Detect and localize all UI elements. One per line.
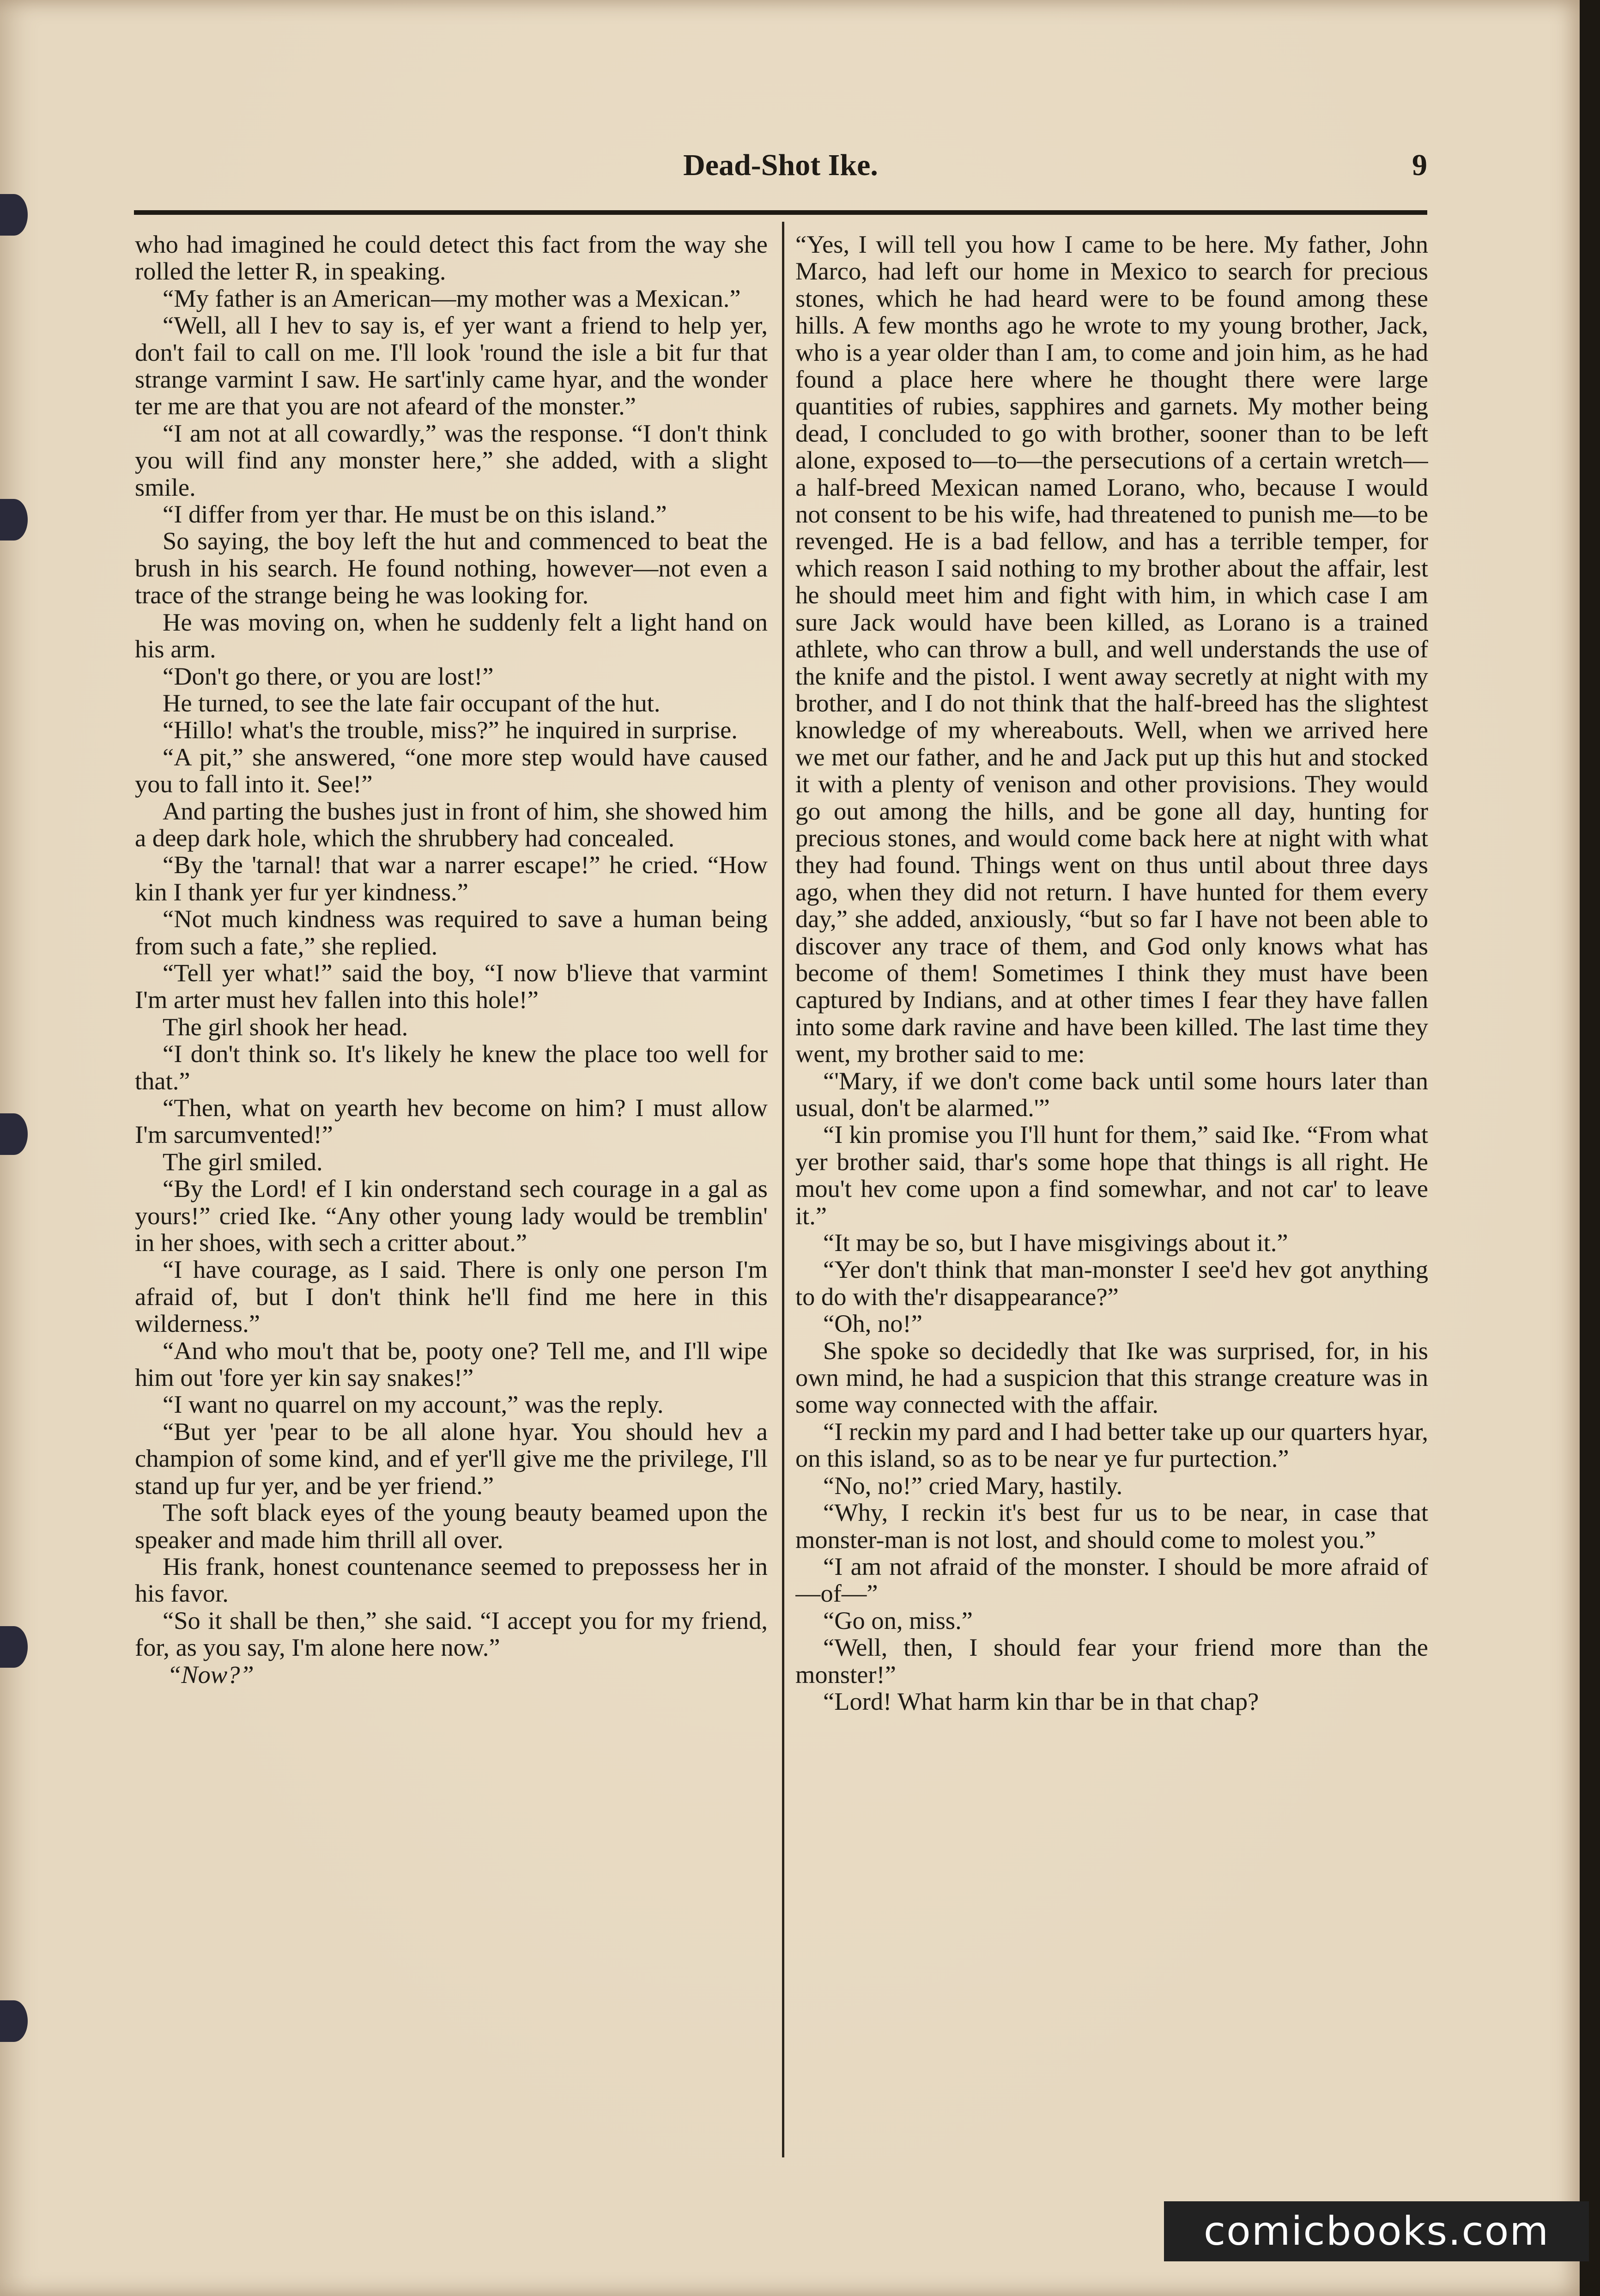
paragraph: “Go on, miss.” [823,1606,973,1634]
paragraph: “Hillo! what's the trouble, miss?” he inquired in surprise. [163,716,738,744]
paragraph: His frank, honest countenance seemed to prepossess her in his favor. [135,1552,768,1608]
binding-hole-mark [0,1626,28,1668]
paragraph: The soft black eyes of the young beauty beamed upon the speaker and made him thrill all over. [135,1498,768,1554]
paragraph: “Don't go there, or you are lost!” [163,662,494,690]
paragraph: “So it shall be then,” she said. “I accept you for my friend, for, as you say, I'm alone here now.” [135,1606,768,1662]
paragraph: “'Mary, if we don't come back until some hours later than usual, don't be alarmed.'” [795,1066,1428,1122]
paragraph: “By the Lord! ef I kin onderstand sech courage in a gal as yours!” cried Ike. “Any other young lady would be tremblin' in her shoes, with sech a critter about.” [135,1174,768,1257]
paragraph: “And who mou't that be, pooty one? Tell me, and I'll wipe him out 'fore yer kin say snakes!” [135,1336,768,1392]
paragraph: “I differ from yer thar. He must be on this island.” [163,500,667,528]
binding-hole-mark [0,194,28,236]
watermark: comicbooks.com [1164,2201,1589,2261]
paragraph: He was moving on, when he suddenly felt a light hand on his arm. [135,607,768,663]
paragraph: “Well, then, I should fear your friend more than the monster!” [795,1633,1428,1689]
paragraph: He turned, to see the late fair occupant of the hut. [163,688,661,717]
paragraph: “I reckin my pard and I had better take up our quarters hyar, on this island, so as to be near ye fur purtection.” [795,1417,1428,1473]
paragraph: The girl shook her head. [163,1012,408,1041]
paragraph: “My father is an American—my mother was a Mexican.” [163,284,741,312]
paragraph: “Not much kindness was required to save a human being from such a fate,” she replied. [135,905,768,960]
paragraph: “I don't think so. It's likely he knew the place too well for that.” [135,1039,768,1095]
paragraph: “I want no quarrel on my account,” was the reply. [163,1390,664,1419]
paragraph: “Then, what on yearth hev become on him? I must allow I'm sarcumvented!” [135,1093,768,1149]
paragraph: And parting the bushes just in front of him, she showed him a deep dark hole, which the shrubbery had concealed. [135,796,768,852]
right-column [795,231,1428,2162]
paragraph: She spoke so decidedly that Ike was surprised, for, in his own mind, he had a suspicion that this strange creature was in some way connected with the affair. [795,1336,1428,1419]
paragraph: “Tell yer what!” said the boy, “I now b'lieve that varmint I'm arter must hev fallen into this hole!” [135,958,768,1014]
paragraph: “It may be so, but I have misgivings about it.” [823,1228,1288,1257]
paragraph: “Yer don't think that man-monster I see'd hev got anything to do with the'r disappearance?” [795,1255,1428,1311]
paragraph: “Lord! What harm kin thar be in that chap? [823,1687,1259,1715]
paragraph: “Oh, no!” [823,1309,922,1338]
running-title: Dead-Shot Ike. [683,148,878,182]
left-column [135,231,768,2162]
binding-hole-mark [0,1113,28,1155]
paragraph: “Well, all I hev to say is, ef yer want a friend to help yer, don't fail to call on me. I'll look 'round the isle a bit fur that strange varmint I saw. He sart'inly came hyar, and the wonder ter me are that you are not afeard of the monster.” [135,311,768,420]
paragraph: “By the 'tarnal! that war a narrer escape!” he cried. “How kin I thank yer fur yer kindness.” [135,850,768,906]
column-divider [782,222,784,2157]
paragraph: “I kin promise you I'll hunt for them,” said Ike. “From what yer brother said, thar's some hope that things is all right. He mou't hev come upon a find somewhar, and not car' to leave it.” [795,1120,1428,1230]
paragraph: So saying, the boy left the hut and commenced to beat the brush in his search. He found nothing, however—not even a trace of the strange being he was looking for. [135,527,768,609]
paragraph: who had imagined he could detect this fact from the way she rolled the letter R, in speaking. [135,231,768,285]
paragraph: “But yer 'pear to be all alone hyar. You should hev a champion of some kind, and ef yer'll give me the privilege, I'll stand up fur yer, and be yer friend.” [135,1417,768,1500]
paragraph: “Why, I reckin it's best fur us to be near, in case that monster-man is not lost, and should come to molest you.” [795,1498,1428,1554]
paragraph: The girl smiled. [163,1147,323,1176]
paragraph: “Now?” [167,1660,254,1689]
binding-hole-mark [0,2000,28,2042]
paragraph: “Yes, I will tell you how I came to be here. My father, John Marco, had left our home in Mexico to search for precious stones, which he had heard were to be found among these hills. A few months ago he wrote to my young brother, Jack, who is a year older than I am, to come and join him, as he had found a place here where he thought there were large quantities of rubies, sapphires and garnets. My mother being dead, I concluded to go with brother, sooner than to be left alone, exposed to—to—the persecutions of a certain wretch—a half-breed Mexican named Lorano, who, because I would not consent to be his wife, had threatened to punish me—to be revenged. He is a bad fellow, and has a terrible temper, for which reason I said nothing to my brother about the affair, lest he should meet him and fight with him, in which case I am sure Jack would have been killed, as Lorano is a trained athlete, who can throw a bull, and well understands the use of the knife and the pistol. I went away secretly at night with my brother, and I do not think that the half-breed has the slightest knowledge of my whereabouts. Well, when we arrived here we met our father, and he and Jack put up this hut and stocked it with a plenty of venison and other provisions. They would go out among the hills, and be gone all day, hunting for precious stones, and would come back here at night with what they had found. Things went on thus until about three days ago, when they did not return. I have hunted for them every day,” she added, anxiously, “but so far I have not been able to discover any trace of them, and God only knows what has become of them! Sometimes I think they must have been captured by Indians, and at other times I fear they have fallen into some dark ravine and have been killed. The last time they went, my brother said to me: [795,231,1428,1068]
paragraph: “I have courage, as I said. There is only one person I'm afraid of, but I don't think he'll find me here in this wilderness.” [135,1255,768,1338]
paragraph: “A pit,” she answered, “one more step would have caused you to fall into it. See!” [135,742,768,798]
binding-hole-mark [0,499,28,541]
running-header [134,148,1427,203]
page-number: 9 [1412,148,1427,182]
paragraph: “No, no!” cried Mary, hastily. [823,1471,1123,1500]
header-rule [134,210,1427,215]
paragraph: “I am not afraid of the monster. I should be more afraid of—of—” [795,1552,1428,1608]
paragraph: “I am not at all cowardly,” was the response. “I don't think you will find any monster here,” she added, with a slight smile. [135,419,768,501]
